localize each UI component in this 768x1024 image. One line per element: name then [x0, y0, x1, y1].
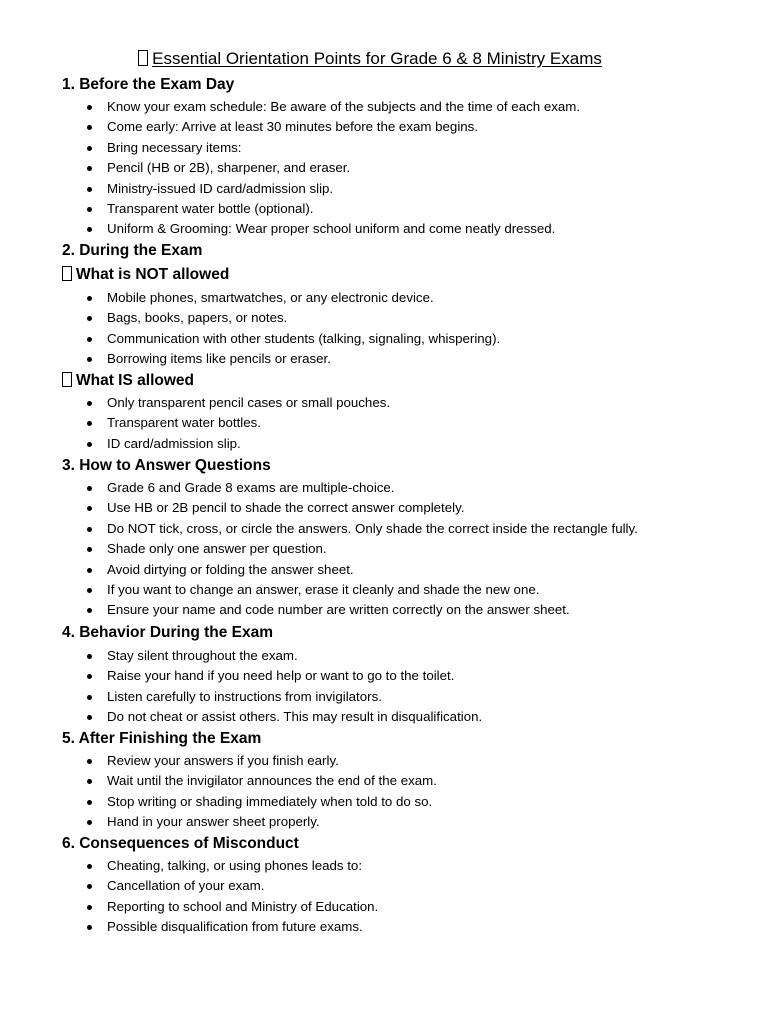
list-item: Cancellation of your exam. — [0, 876, 378, 896]
list-item: Come early: Arrive at least 30 minutes before the exam begins. — [0, 117, 580, 137]
list-item: Grade 6 and Grade 8 exams are multiple-choice. — [0, 478, 638, 498]
list-behavior — [0, 646, 482, 728]
list-item: Communication with other students (talking, signaling, whispering). — [0, 329, 500, 349]
list-item: Ministry-issued ID card/admission slip. — [0, 179, 580, 199]
list-item: Transparent water bottles. — [0, 413, 390, 433]
list-item: Reporting to school and Ministry of Education. — [0, 897, 378, 917]
list-allowed — [0, 393, 390, 454]
list-item: Hand in your answer sheet properly. — [0, 812, 437, 832]
list-how-to-answer — [0, 478, 638, 621]
subsection-heading-not-allowed: What is NOT allowed — [62, 264, 229, 286]
list-item: Possible disqualification from future exams. — [0, 917, 378, 937]
list-item: Only transparent pencil cases or small pouches. — [0, 393, 390, 413]
list-item: Bring necessary items: — [0, 138, 580, 158]
list-item: Do not cheat or assist others. This may result in disqualification. — [0, 707, 482, 727]
list-item: Transparent water bottle (optional). — [0, 199, 580, 219]
section-heading-during-exam: 2. During the Exam — [62, 242, 203, 259]
missing-glyph-icon — [138, 50, 148, 66]
list-item: Avoid dirtying or folding the answer sheet. — [0, 560, 638, 580]
list-item: Bags, books, papers, or notes. — [0, 308, 500, 328]
list-item: Use HB or 2B pencil to shade the correct answer completely. — [0, 498, 638, 518]
list-item: Stop writing or shading immediately when told to do so. — [0, 792, 437, 812]
section-heading-before-exam: 1. Before the Exam Day — [62, 76, 235, 93]
list-item: Cheating, talking, or using phones leads to: — [0, 856, 378, 876]
list-item: Review your answers if you finish early. — [0, 751, 437, 771]
list-before-exam — [0, 97, 580, 240]
list-item: If you want to change an answer, erase it cleanly and shade the new one. — [0, 580, 638, 600]
list-item: Do NOT tick, cross, or circle the answers. Only shade the correct inside the rectangle fully. — [0, 519, 638, 539]
list-item: Stay silent throughout the exam. — [0, 646, 482, 666]
list-item: Wait until the invigilator announces the end of the exam. — [0, 771, 437, 791]
list-item: Pencil (HB or 2B), sharpener, and eraser. — [0, 158, 580, 178]
list-consequences — [0, 856, 378, 938]
list-item: ID card/admission slip. — [0, 434, 390, 454]
list-item: Mobile phones, smartwatches, or any electronic device. — [0, 288, 500, 308]
missing-glyph-icon — [62, 266, 72, 281]
list-item: Shade only one answer per question. — [0, 539, 638, 559]
list-item: Raise your hand if you need help or want to go to the toilet. — [0, 666, 482, 686]
section-heading-behavior: 4. Behavior During the Exam — [62, 624, 274, 641]
list-after-exam — [0, 751, 437, 833]
list-item: Ensure your name and code number are written correctly on the answer sheet. — [0, 600, 638, 620]
subsection-heading-allowed: What IS allowed — [62, 370, 194, 392]
list-item: Know your exam schedule: Be aware of the subjects and the time of each exam. — [0, 97, 580, 117]
section-heading-how-to-answer: 3. How to Answer Questions — [62, 457, 271, 474]
section-heading-consequences: 6. Consequences of Misconduct — [62, 835, 299, 852]
list-item: Listen carefully to instructions from invigilators. — [0, 687, 482, 707]
list-item: Uniform & Grooming: Wear proper school uniform and come neatly dressed. — [0, 219, 580, 239]
list-item: Borrowing items like pencils or eraser. — [0, 349, 500, 369]
section-heading-after-exam: 5. After Finishing the Exam — [62, 730, 262, 747]
missing-glyph-icon — [62, 372, 72, 387]
list-not-allowed — [0, 288, 500, 370]
document-title: Essential Orientation Points for Grade 6 & 8 Ministry Exams — [0, 47, 740, 71]
